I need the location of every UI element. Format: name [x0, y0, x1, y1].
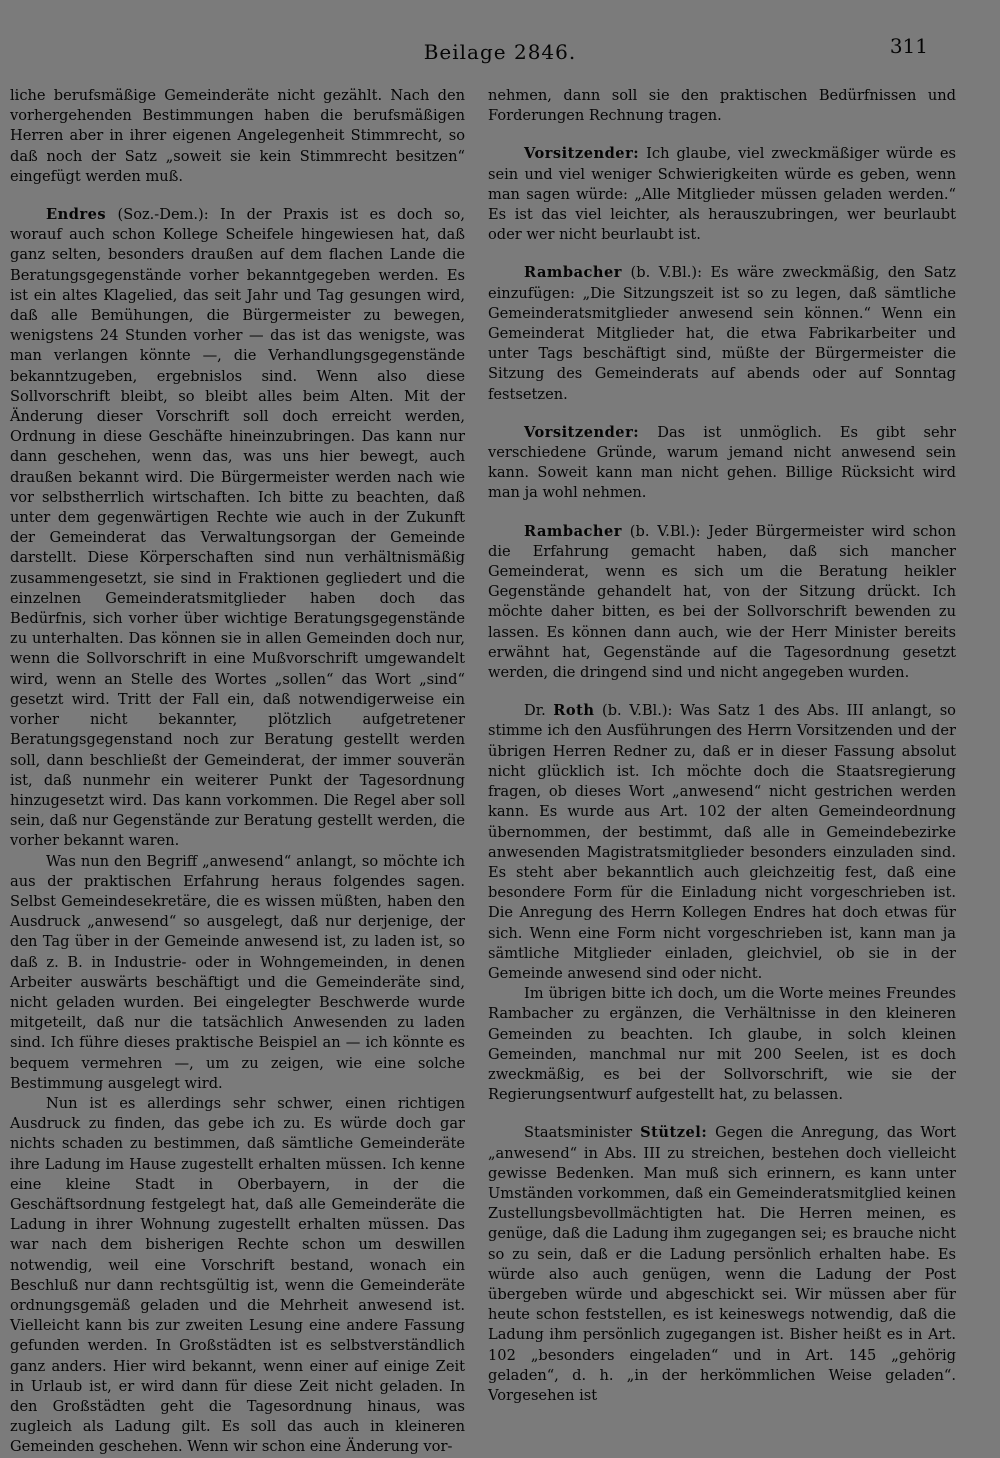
paragraph: Im übrigen bitte ich doch, um die Worte meines Freundes Rambacher zu ergänzen, die Verhältnisse in den kleineren Gemeinden zu beachten. Ich glaube, in solch kleinen Gemeinden, manchmal nur mit 200 Seelen, ist es doch zweckmäßig, es bei der Sollvorschrift, wie sie der Regierungsentwurf aufgestellt hat, zu belassen. — [488, 985, 956, 1104]
speech-paragraph: Rambacher (b. V.Bl.): Jeder Bürgermeister wird schon die Erfahrung gemacht haben, daß sich mancher Gemeinderat, wenn es sich um die Beratung heikler Gegenstände gehandelt hat, von der Sitzung drückt. Ich möchte daher bitten, es bei der Sollvorschrift bewenden zu lassen. Es können dann auch, wie der Herr Minister bereits erwähnt hat, Gegenstände auf die Tagesordnung gesetzt werden, die dringend sind und nicht angegeben wurden. — [488, 522, 956, 682]
paragraph: Nun ist es allerdings sehr schwer, einen richtigen Ausdruck zu finden, das gebe ich zu. Es würde doch gar nichts schaden zu bestimmen, daß sämtliche Gemeinderäte ihre Ladung im Hause zugestellt erhalten müssen. Ich kenne eine kleine Stadt in Oberbayern, in der die Geschäftsordnung festgelegt hat, daß alle Gemeinderäte die Ladung in ihrer Wohnung zugestellt erhalten müssen. Das war nach dem bisherigen Rechte schon um deswillen notwendig, weil eine Vorschrift bestand, wonach ein Beschluß nur dann rechtsgültig ist, wenn die Gemeinderäte ordnungsgemäß geladen und die Mehrheit anwesend ist. Vielleicht kann bis zur zweiten Lesung eine andere Fassung gefunden werden. In Großstädten ist es selbstverständlich ganz anders. Hier wird bekannt, wenn einer auf einige Zeit in Urlaub ist, er wird dann für diese Zeit nicht geladen. In den Großstädten geht die Tagesordnung hinaus, was zugleich als Ladung gilt. Es soll das auch in kleineren Gemeinden geschehen. Wenn wir schon eine Änderung vor- — [10, 1094, 465, 1456]
speech-paragraph: Vorsitzender: Das ist unmöglich. Es gibt sehr verschiedene Gründe, warum jemand nicht anwesend sein kann. Soweit kann man nicht gehen. Billige Rücksicht wird man ja wohl nehmen. — [488, 423, 956, 502]
paragraph: Was nun den Begriff „anwesend“ anlangt, so möchte ich aus der praktischen Erfahrung heraus folgendes sagen. Selbst Gemeindesekretäre, die es wissen müßten, haben den Ausdruck „anwesend“ so ausgelegt, daß nur derjenige, der den Tag über in der Gemeinde anwesend ist, zu laden ist, so daß z. B. in Industrie- oder in Wohngemeinden, in denen Arbeiter auswärts beschäftigt und die Gemeinderäte sind, nicht geladen wurden. Bei eingelegter Beschwerde wurde mitgeteilt, daß nur die tatsächlich Anwesenden zu laden sind. Ich führe dieses praktische Beispiel an — ich könnte es bequem vermehren —, um zu zeigen, wie eine solche Bestimmung ausgelegt wird. — [10, 852, 465, 1092]
speech-paragraph: Dr. Roth (b. V.Bl.): Was Satz 1 des Abs. III anlangt, so stimme ich den Ausführungen des Herrn Vorsitzenden und der übrigen Herren Redner zu, daß er in dieser Fassung absolut nicht glücklich ist. Ich möchte doch die Staatsregierung fragen, ob dieses Wort „anwesend“ nicht gestrichen werden kann. Es wurde aus Art. 102 der alten Gemeindeordnung übernommen, der bestimmt, daß alle in Gemeindebezirke anwesenden Magistratsmitglieder besonders einzuladen sind. Es steht aber bekanntlich auch gleichzeitig fest, daß eine besondere Form für die Einladung nicht vorgeschrieben ist. Die Anregung des Herrn Kollegen Endres hat doch etwas für sich. Wenn eine Form nicht vorgeschrieben ist, kann man ja sämtliche Mitglieder einladen, gleichviel, ob sie in der Gemeinde anwesend sind oder nicht. — [488, 702, 956, 982]
speaker-name: Endres — [46, 206, 107, 224]
speech-paragraph: Rambacher (b. V.Bl.): Es wäre zweckmäßig, den Satz einzufügen: „Die Sitzungszeit ist so zu legen, daß sämtliche Gemeinderatsmitglieder anwesend sein können.“ Wenn ein Gemeinderat Mitglieder hat, die etwa Fabrikarbeiter und unter Tags beschäftigt sind, müßte der Bürgermeister die Sitzung des Gemeinderats auf abends oder auf Sonntag festsetzen. — [488, 264, 956, 403]
page-number: 311 — [889, 34, 928, 58]
speech-paragraph: Vorsitzender: Ich glaube, viel zweckmäßiger würde es sein und viel weniger Schwierigkeiten würde es geben, wenn man sagen würde: „Alle Mitglieder müssen geladen werden.“ Es ist das viel leichter, als herauszubringen, wer beurlaubt oder wer nicht beurlaubt ist. — [488, 145, 956, 244]
left-column — [10, 86, 465, 1458]
speech-paragraph: Endres (Soz.-Dem.): In der Praxis ist es doch so, worauf auch schon Kollege Scheifele hingewiesen hat, daß ganz selten, besonders draußen auf dem flachen Lande die Beratungsgegenstände vorher bekanntgegeben werden. Es ist ein altes Klagelied, das seit Jahr und Tag gesungen wird, daß alle Bemühungen, die Bürgermeister zu bewegen, wenigstens 24 Stunden vorher — das ist das wenigste, was man verlangen könnte —, die Verhandlungsgegenstände bekanntzugeben, ergebnislos sind. Wenn also diese Sollvorschrift bleibt, so bleibt alles beim Alten. Mit der Änderung dieser Vorschrift soll doch erreicht werden, Ordnung in diese Geschäfte hineinzubringen. Das kann nur dann geschehen, wenn das, was uns hier bewegt, auch draußen bekannt wird. Die Bürgermeister werden nach wie vor selbstherrlich wirtschaften. Ich bitte zu beachten, daß unter dem gegenwärtigen Rechte wie auch in der Zukunft der Gemeinderat das Verwaltungsorgan der Gemeinde darstellt. Diese Körperschaften sind nun verhältnismäßig zusammengesetzt, sie sind in Fraktionen gegliedert und die einzelnen Gemeinderatsmitglieder haben doch das Bedürfnis, sich vorher über wichtige Beratungsgegenstände zu unterhalten. Das können sie in allen Gemeinden doch nur, wenn die Sollvorschrift in eine Mußvorschrift umgewandelt wird, wenn an Stelle des Wortes „sollen“ das Wort „sind“ gesetzt wird. Tritt der Fall ein, daß notwendigerweise ein vorher nicht bekannter, plötzlich aufgetretener Beratungsgegenstand noch zur Beratung gestellt werden soll, dann beschließt der Gemeinderat, der immer souverän ist, daß nunmehr ein weiterer Punkt der Tagesordnung hinzugesetzt wird. Das kann vorkommen. Die Regel aber soll sein, daß nur Gegenstände zur Beratung gestellt werden, die vorher bekannt waren. — [10, 206, 465, 850]
speaker-party: (b. V.Bl.): — [622, 522, 701, 540]
speaker-party: (b. V.Bl.): — [594, 702, 673, 720]
speaker-prefix: Staatsminister — [524, 1124, 641, 1142]
speaker-name: Rambacher — [524, 264, 622, 282]
speaker-name: Rambacher — [524, 522, 622, 540]
speaker-party: (b. V.Bl.): — [622, 264, 702, 282]
right-column — [488, 86, 956, 1406]
page-header-title: Beilage 2846. — [423, 40, 577, 64]
speaker-party: (Soz.-Dem.): — [106, 206, 209, 224]
paragraph: nehmen, dann soll sie den praktischen Bedürfnissen und Forderungen Rechnung tragen. — [488, 87, 956, 125]
speech-paragraph: Staatsminister Stützel: Gegen die Anregung, das Wort „anwesend“ in Abs. III zu streichen, bestehen doch vielleicht gewisse Bedenken. Man muß sich erinnern, es kann unter Umständen vorkommen, daß ein Gemeinderatsmitglied keinen Zustellungsbevollmächtigten hat. Die Herren meinen, es genüge, daß die Ladung ihm zugegangen sei; es brauche nicht so zu sein, daß er die Ladung persönlich erhalten habe. Es würde also auch genügen, wenn die Ladung der Post übergeben würde und abgeschickt sei. Wir müssen aber für heute schon feststellen, es ist keineswegs notwendig, daß die Ladung ihm persönlich zugegangen ist. Bisher heißt es in Art. 102 „besonders eingeladen“ und in Art. 145 „gehörig geladen“, d. h. „in der herkömmlichen Weise geladen“. Vorgesehen ist — [488, 1124, 957, 1404]
speaker-name: Vorsitzender: — [524, 145, 640, 163]
speaker-name: Vorsitzender: — [524, 423, 640, 441]
speaker-prefix: Dr. — [524, 702, 554, 720]
speaker-name: Roth — [553, 702, 595, 720]
speaker-name: Stützel: — [640, 1124, 708, 1142]
paragraph: liche berufsmäßige Gemeinderäte nicht gezählt. Nach den vorhergehenden Bestimmungen haben die berufsmäßigen Herren aber in ihrer eigenen Angelegenheit Stimmrecht, so daß noch der Satz „soweit sie kein Stimmrecht besitzen“ eingefügt werden muß. — [10, 87, 465, 185]
